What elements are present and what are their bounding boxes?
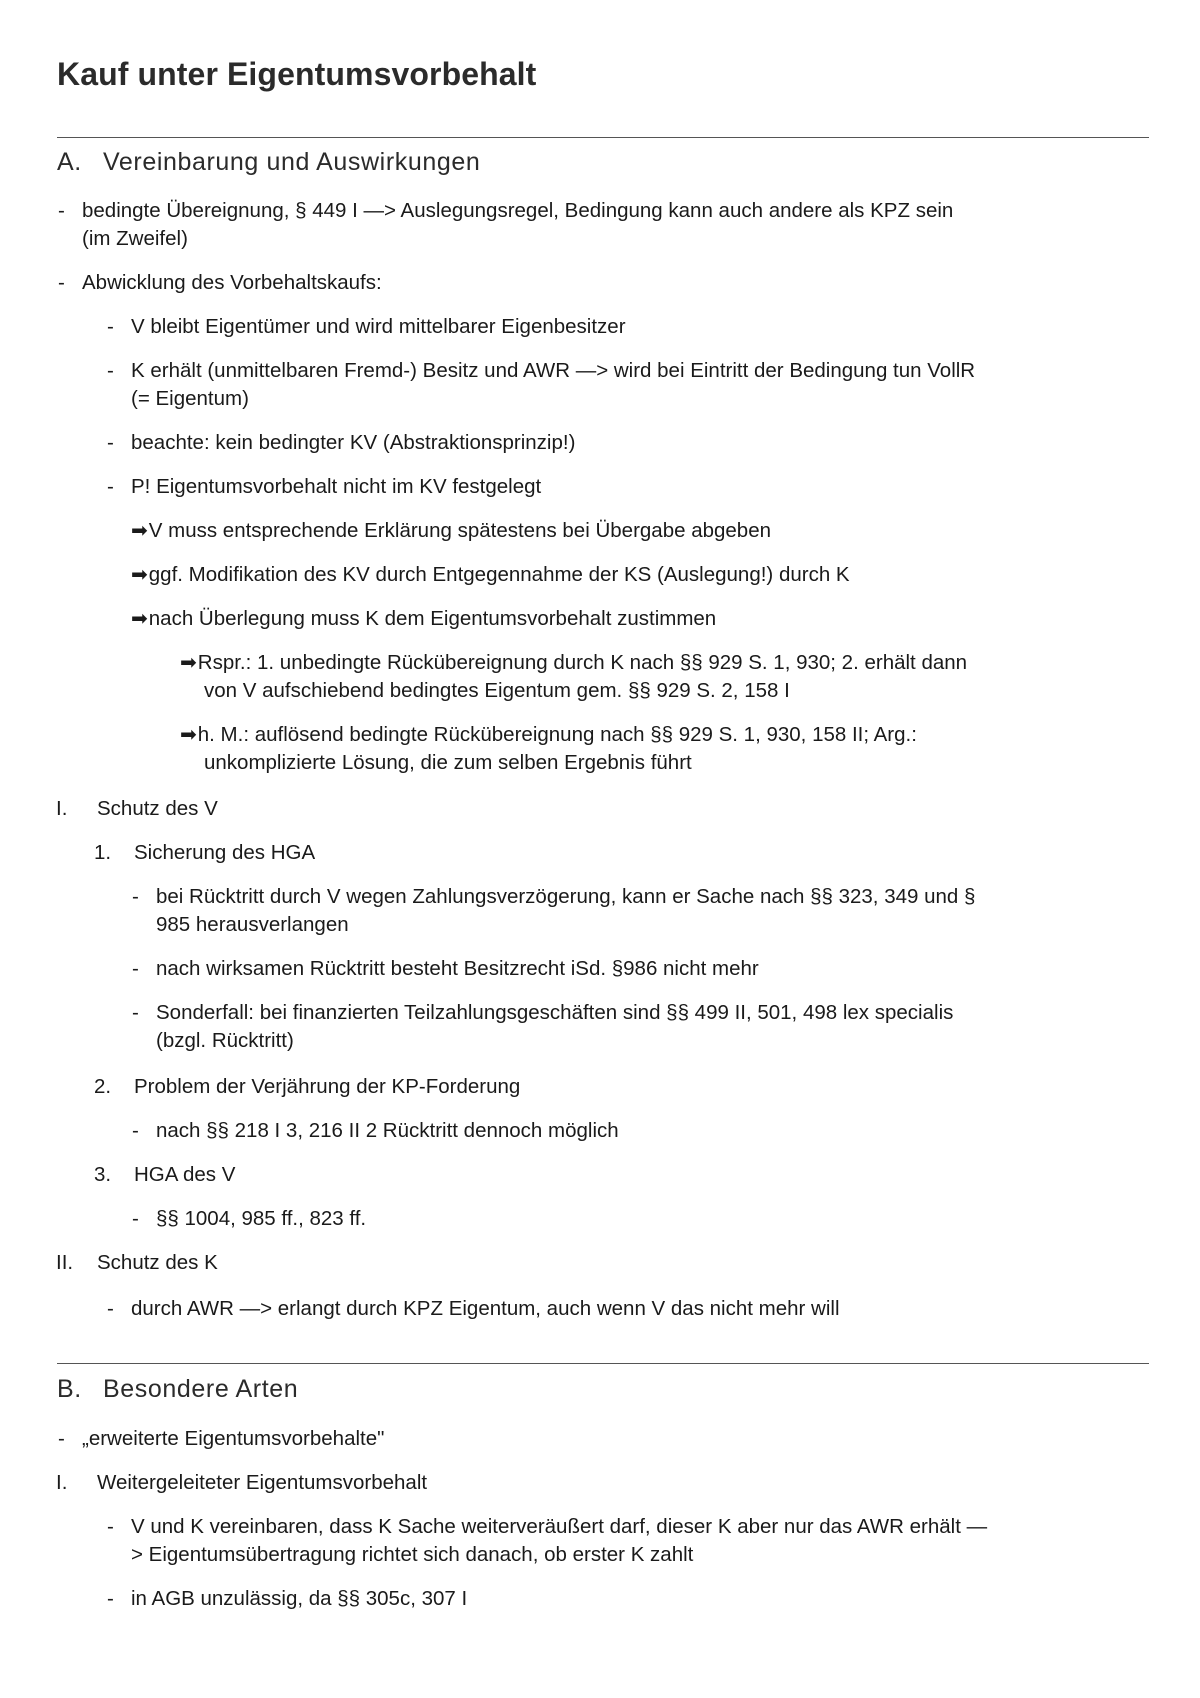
roman-marker: I. (56, 1471, 68, 1494)
arrow-item: ➡Rspr.: 1. unbedingte Rückübereignung durch K nach §§ 929 S. 1, 930; 2. erhält dann (180, 649, 967, 677)
outline-item-schutz-v: I. Schutz des V (97, 795, 218, 823)
list-item-continuation: (im Zweifel) (82, 227, 188, 250)
dash-marker: - (58, 271, 65, 294)
dash-marker: - (107, 431, 114, 454)
number-marker: 1. (94, 841, 112, 864)
list-item: - bedingte Übereignung, § 449 I —> Auslegungsregel, Bedingung kann auch andere als KPZ sein (82, 197, 953, 225)
dash-marker: - (132, 885, 139, 908)
list-item: - Abwicklung des Vorbehaltskaufs: (82, 269, 382, 297)
list-item: - nach wirksamen Rücktritt besteht Besitzrecht iSd. §986 nicht mehr (156, 955, 759, 983)
list-item: - §§ 1004, 985 ff., 823 ff. (156, 1205, 366, 1233)
dash-marker: - (132, 1207, 139, 1230)
arrow-right-icon: ➡ (180, 652, 197, 674)
arrow-item: ➡ggf. Modifikation des KV durch Entgegennahme der KS (Auslegung!) durch K (131, 561, 850, 589)
outline-item-schutz-k: II. Schutz des K (97, 1249, 218, 1277)
outline-item-verjaehrung: 2. Problem der Verjährung der KP-Forderung (134, 1073, 520, 1101)
dash-marker: - (132, 957, 139, 980)
list-item: - K erhält (unmittelbaren Fremd-) Besitz und AWR —> wird bei Eintritt der Bedingung tun VollR (131, 357, 975, 385)
divider-top (57, 137, 1149, 138)
list-item: - P! Eigentumsvorbehalt nicht im KV festgelegt (131, 473, 541, 501)
list-item: - „erweiterte Eigentumsvorbehalte" (82, 1425, 384, 1453)
dash-marker: - (132, 1119, 139, 1142)
list-item: - durch AWR —> erlangt durch KPZ Eigentum, auch wenn V das nicht mehr will (131, 1295, 840, 1323)
outline-item-hga: 3. HGA des V (134, 1161, 235, 1189)
list-item: - beachte: kein bedingter KV (Abstraktionsprinzip!) (131, 429, 575, 457)
arrow-right-icon: ➡ (131, 564, 148, 586)
section-b-title: Besondere Arten (103, 1375, 299, 1403)
dash-marker: - (107, 1297, 114, 1320)
arrow-item: ➡nach Überlegung muss K dem Eigentumsvorbehalt zustimmen (131, 605, 716, 633)
arrow-item: ➡V muss entsprechende Erklärung spätestens bei Übergabe abgeben (131, 517, 771, 545)
dash-marker: - (107, 1515, 114, 1538)
list-item-continuation: > Eigentumsübertragung richtet sich danach, ob erster K zahlt (131, 1543, 694, 1566)
dash-marker: - (132, 1001, 139, 1024)
outline-item-sicherung: 1. Sicherung des HGA (134, 839, 315, 867)
section-a-letter: A. (57, 148, 82, 176)
dash-marker: - (107, 359, 114, 382)
section-b-letter: B. (57, 1375, 82, 1403)
list-item-continuation: (= Eigentum) (131, 387, 249, 410)
dash-marker: - (107, 315, 114, 338)
arrow-right-icon: ➡ (131, 520, 148, 542)
list-item: - V und K vereinbaren, dass K Sache weiterveräußert darf, dieser K aber nur das AWR erhält — (131, 1513, 987, 1541)
list-item: - Sonderfall: bei finanzierten Teilzahlungsgeschäften sind §§ 499 II, 501, 498 lex specialis (156, 999, 953, 1027)
arrow-right-icon: ➡ (131, 608, 148, 630)
arrow-item: ➡h. M.: auflösend bedingte Rückübereignung nach §§ 929 S. 1, 930, 158 II; Arg.: (180, 721, 917, 749)
arrow-right-icon: ➡ (180, 724, 197, 746)
roman-marker: I. (56, 797, 68, 820)
roman-marker: II. (56, 1251, 74, 1274)
dash-marker: - (58, 199, 65, 222)
section-a-title: Vereinbarung und Auswirkungen (103, 148, 481, 176)
section-a-heading (57, 148, 480, 177)
dash-marker: - (107, 475, 114, 498)
number-marker: 2. (94, 1075, 112, 1098)
dash-marker: - (107, 1587, 114, 1610)
list-item: - in AGB unzulässig, da §§ 305c, 307 I (131, 1585, 467, 1613)
list-item-continuation: (bzgl. Rücktritt) (156, 1029, 294, 1052)
list-item: - bei Rücktritt durch V wegen Zahlungsverzögerung, kann er Sache nach §§ 323, 349 und § (156, 883, 975, 911)
number-marker: 3. (94, 1163, 112, 1186)
dash-marker: - (58, 1427, 65, 1450)
divider-middle (57, 1363, 1149, 1364)
list-item-continuation: 985 herausverlangen (156, 913, 349, 936)
arrow-item-continuation: unkomplizierte Lösung, die zum selben Ergebnis führt (204, 751, 692, 774)
arrow-item-continuation: von V aufschiebend bedingtes Eigentum gem. §§ 929 S. 2, 158 I (204, 679, 790, 702)
list-item: - nach §§ 218 I 3, 216 II 2 Rücktritt dennoch möglich (156, 1117, 619, 1145)
outline-item-weitergeleitet: I. Weitergeleiteter Eigentumsvorbehalt (97, 1469, 427, 1497)
list-item: - V bleibt Eigentümer und wird mittelbarer Eigenbesitzer (131, 313, 626, 341)
page-title: Kauf unter Eigentumsvorbehalt (57, 56, 537, 92)
section-b-heading (57, 1375, 298, 1404)
